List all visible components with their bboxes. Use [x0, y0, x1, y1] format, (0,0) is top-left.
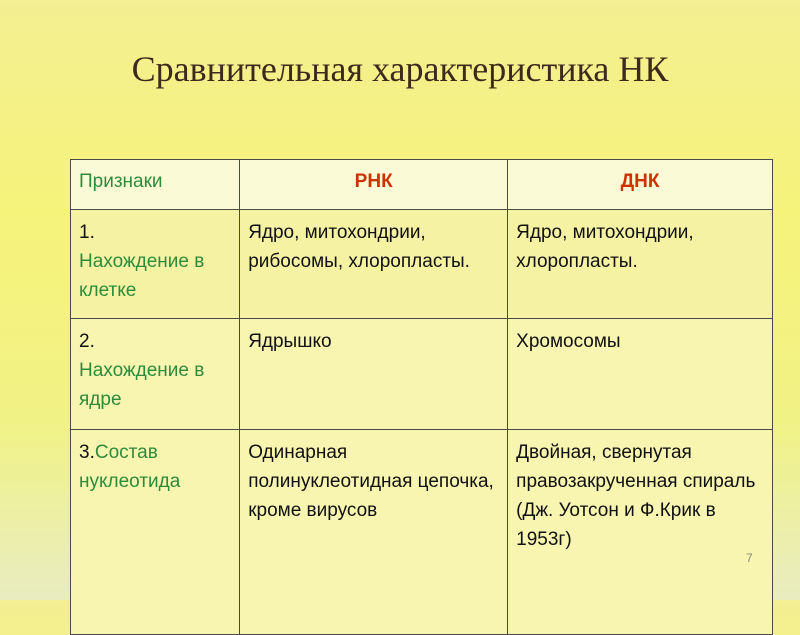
rna-cell: Одинарная полинуклеотидная цепочка, кроме вирусов — [240, 430, 508, 635]
header-rna: РНК — [240, 160, 508, 210]
rna-cell: Ядро, митохондрии, рибосомы, хлоропласты. — [240, 210, 508, 319]
feature-number: 1. — [79, 222, 95, 243]
table-header-row — [71, 160, 773, 210]
table-row — [71, 319, 773, 430]
feature-text: Нахождение в клетке — [79, 251, 205, 301]
dna-cell: Ядро, митохондрии, хлоропласты. — [508, 210, 773, 319]
table-row — [71, 430, 773, 635]
feature-cell — [71, 319, 240, 430]
header-dna: ДНК — [508, 160, 773, 210]
comparison-table — [70, 159, 773, 635]
dna-cell: Двойная, свернутая правозакрученная спираль (Дж. Уотсон и Ф.Крик в 1953г) — [508, 430, 773, 635]
table-row — [71, 210, 773, 319]
rna-cell: Ядрышко — [240, 319, 508, 430]
feature-cell — [71, 430, 240, 635]
slide-number: 7 — [746, 551, 753, 565]
feature-number: 2. — [79, 331, 95, 352]
header-features: Признаки — [71, 160, 240, 210]
slide-title: Сравнительная характеристика НК — [131, 49, 669, 89]
feature-cell — [71, 210, 240, 319]
feature-text: Состав нуклеотида — [79, 442, 181, 492]
feature-text: Нахождение в ядре — [79, 360, 205, 410]
dna-cell: Хромосомы — [508, 319, 773, 430]
feature-number: 3. — [79, 442, 95, 463]
